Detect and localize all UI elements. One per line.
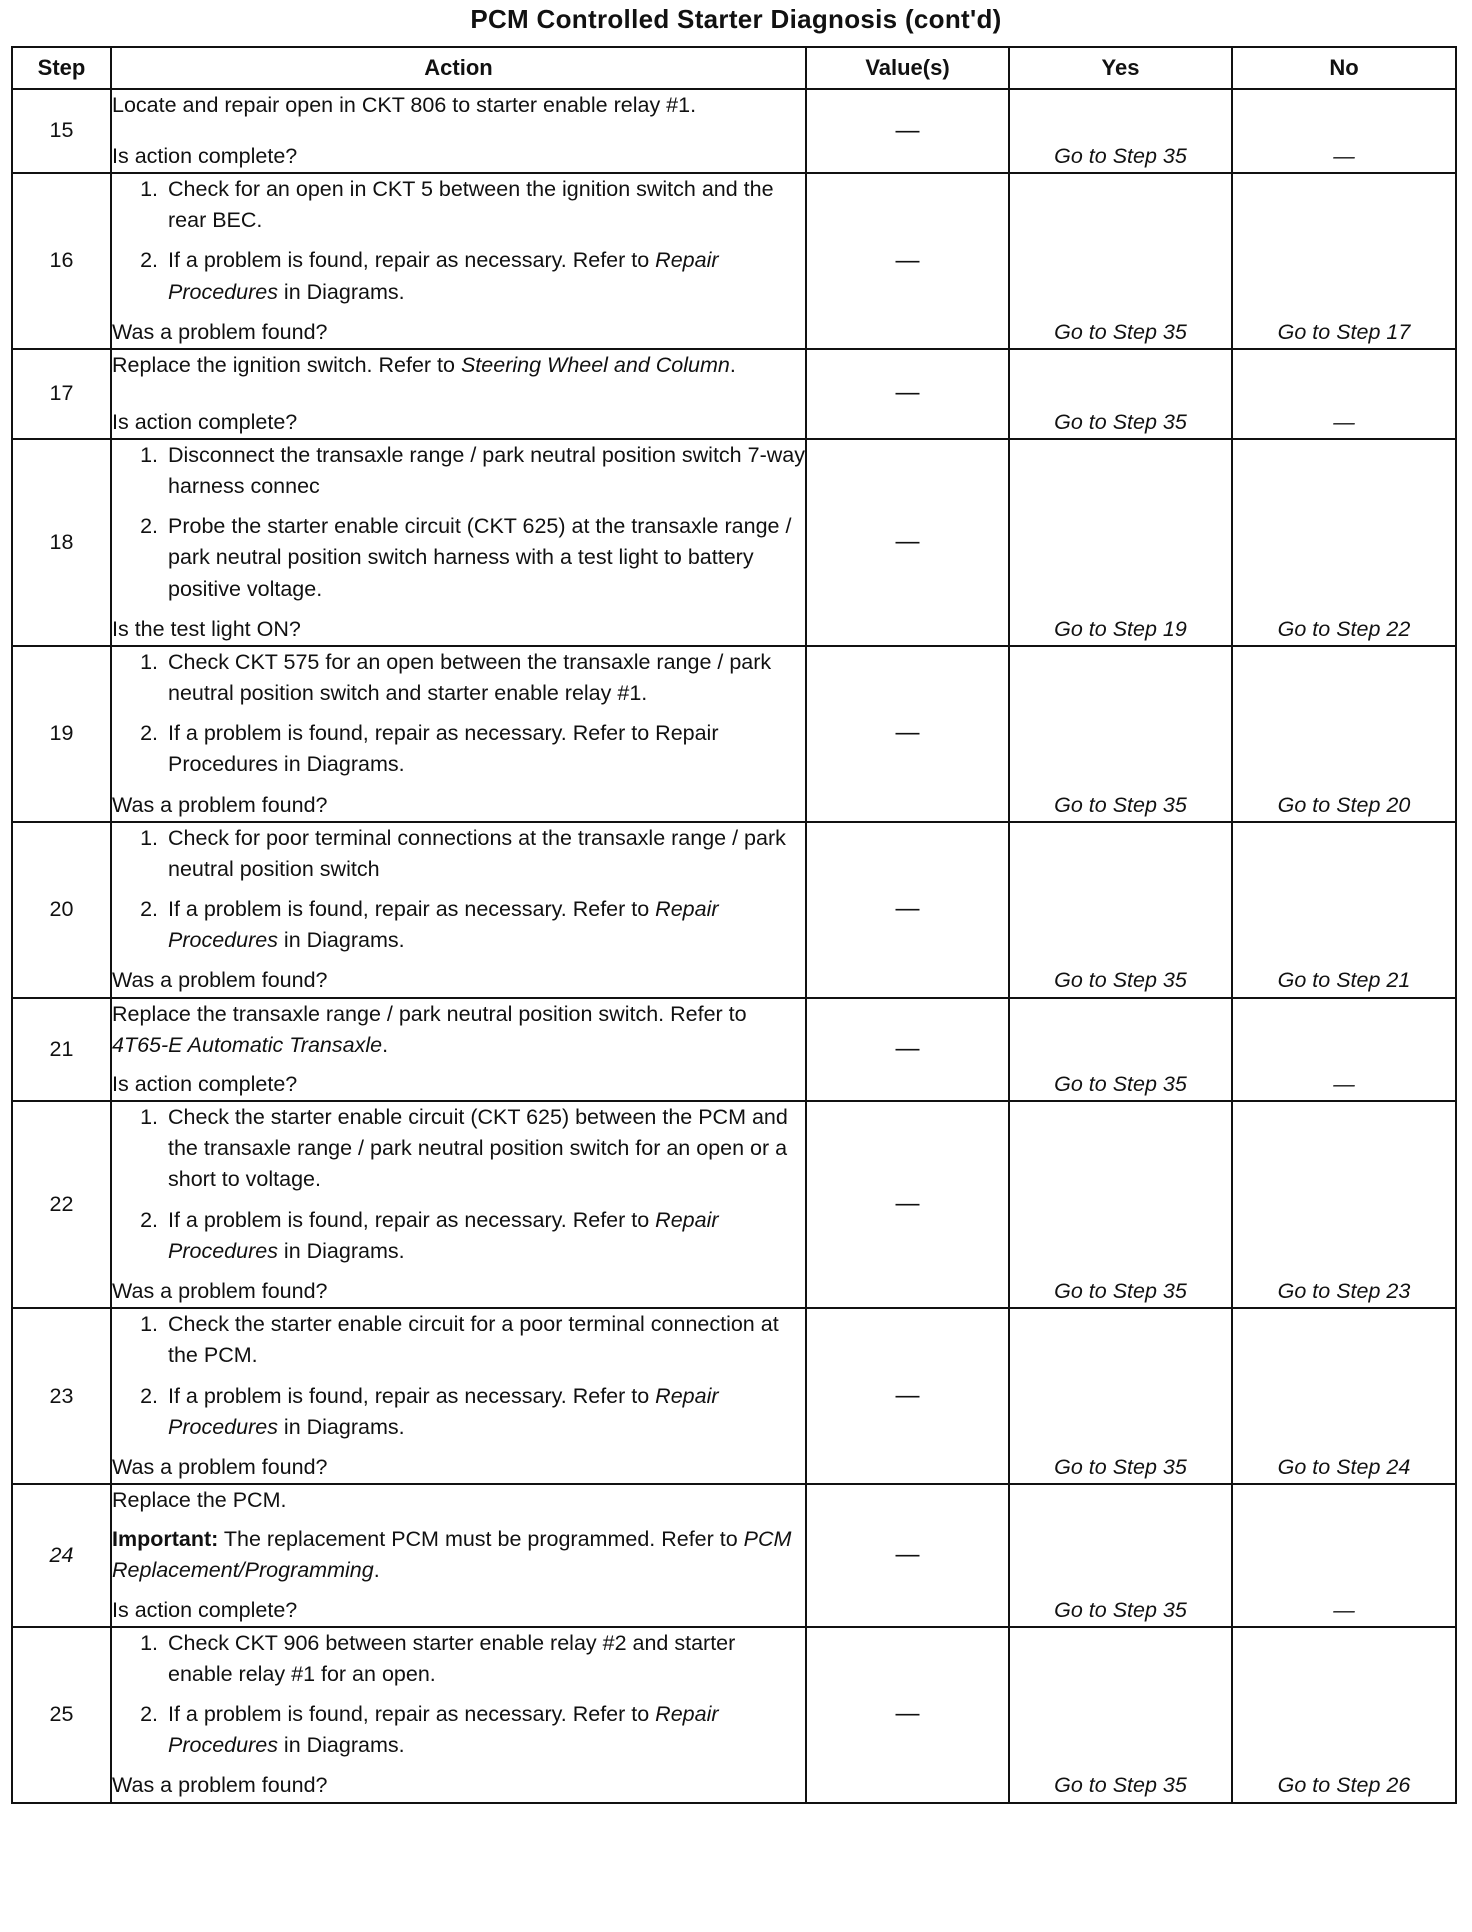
table-row (12, 349, 1456, 439)
yes-cell: Go to Step 35 (1009, 89, 1232, 173)
item-text-part: Probe the starter enable circuit (CKT 625) at the transaxle range / park neutral position switch harness with a test light to battery positive voltage. (168, 514, 792, 601)
value-cell: — (806, 1308, 1009, 1484)
reference-link: Repair Procedures (168, 1702, 719, 1758)
item-text (168, 1699, 805, 1761)
no-cell: Go to Step 22 (1232, 439, 1456, 646)
step-number: 20 (12, 822, 111, 998)
step-number: 25 (12, 1627, 111, 1803)
item-text-part: Check CKT 906 between starter enable relay #2 and starter enable relay #1 for an open. (168, 1630, 736, 1686)
table-row (12, 1101, 1456, 1308)
item-text (168, 1309, 805, 1371)
numbered-item (112, 1381, 805, 1443)
item-text (168, 1628, 805, 1690)
action-text-part: Locate and repair open in CKT 806 to starter enable relay #1. (112, 93, 697, 117)
reference-link: PCM Replacement/Programming (112, 1527, 792, 1583)
question-text: Was a problem found? (112, 1454, 328, 1479)
question-text: Is action complete? (112, 409, 298, 434)
numbered-item (112, 823, 805, 885)
item-text (168, 1205, 805, 1267)
numbered-item (112, 894, 805, 956)
question-text: Was a problem found? (112, 319, 328, 344)
no-cell: Go to Step 26 (1232, 1627, 1456, 1803)
header-step: Step (12, 47, 111, 89)
question-text: Was a problem found? (112, 968, 328, 993)
diagnosis-table (11, 46, 1457, 1804)
item-number: 1. (140, 1630, 158, 1655)
header-no: No (1232, 47, 1456, 89)
step-number: 16 (12, 173, 111, 349)
no-cell: Go to Step 17 (1232, 173, 1456, 349)
question-text: Is the test light ON? (112, 616, 301, 641)
note-text: The replacement PCM must be programmed. Refer to (218, 1527, 744, 1552)
item-text-part: If a problem is found, repair as necessary. Refer to (168, 897, 656, 922)
item-number: 1. (140, 1105, 158, 1130)
item-number: 2. (140, 1207, 158, 1232)
action-cell (111, 173, 806, 349)
action-text (112, 350, 805, 381)
reference-link: Repair Procedures (168, 248, 719, 304)
yes-cell: Go to Step 35 (1009, 173, 1232, 349)
reference-link: Repair Procedures (168, 1383, 719, 1439)
item-text-part: If a problem is found, repair as necessary. Refer to (168, 1702, 656, 1727)
question-text: Is action complete? (112, 1071, 298, 1096)
item-number: 1. (140, 1312, 158, 1337)
action-cell (111, 822, 806, 998)
item-text-part: If a problem is found, repair as necessary. Refer to (168, 1383, 656, 1408)
reference-link: Repair Procedures (168, 1207, 719, 1263)
item-text (168, 511, 805, 605)
reference-link: Steering Wheel and Column (460, 352, 730, 377)
value-cell: — (806, 822, 1009, 998)
table-row (12, 1308, 1456, 1484)
page-title: PCM Controlled Starter Diagnosis (cont'd) (470, 4, 1002, 34)
no-cell: — (1232, 998, 1456, 1102)
item-text (168, 1102, 805, 1196)
item-text-part: Check the starter enable circuit for a poor terminal connection at the PCM. (168, 1312, 779, 1368)
value-cell: — (806, 646, 1009, 822)
yes-cell: Go to Step 35 (1009, 1101, 1232, 1308)
action-text-part: Replace the transaxle range / park neutral position switch. Refer to (112, 1001, 747, 1026)
numbered-item (112, 174, 805, 236)
question-text: Is action complete? (112, 143, 298, 168)
question-text: Was a problem found? (112, 1278, 328, 1303)
action-content (112, 1485, 805, 1626)
reference-link: 4T65-E Automatic Transaxle (112, 1032, 383, 1057)
item-text-part: Check the starter enable circuit (CKT 625) between the PCM and the transaxle range / park neutral position switch for an open or a short to voltage. (168, 1105, 788, 1192)
item-number: 2. (140, 514, 158, 539)
header-values: Value(s) (806, 47, 1009, 89)
yes-cell: Go to Step 35 (1009, 1627, 1232, 1803)
step-number: 18 (12, 439, 111, 646)
action-text-part: . (729, 352, 736, 377)
value-cell: — (806, 998, 1009, 1102)
yes-cell: Go to Step 35 (1009, 998, 1232, 1102)
action-content (112, 823, 805, 997)
step-number: 22 (12, 1101, 111, 1308)
no-cell: Go to Step 20 (1232, 646, 1456, 822)
table-header-row (12, 47, 1456, 89)
important-note (112, 1524, 805, 1586)
value-cell: — (806, 89, 1009, 173)
value-cell: — (806, 439, 1009, 646)
item-text-part: Check for an open in CKT 5 between the ignition switch and the rear BEC. (168, 177, 774, 233)
action-content (112, 647, 805, 821)
action-content (112, 440, 805, 645)
numbered-item (112, 1628, 805, 1690)
item-text (168, 647, 805, 709)
no-cell: Go to Step 23 (1232, 1101, 1456, 1308)
question-text: Was a problem found? (112, 1773, 328, 1798)
item-number: 2. (140, 897, 158, 922)
numbered-item (112, 718, 805, 780)
no-cell: — (1232, 1484, 1456, 1627)
item-number: 1. (140, 177, 158, 201)
numbered-item (112, 1699, 805, 1761)
table-row (12, 822, 1456, 998)
yes-cell: Go to Step 35 (1009, 822, 1232, 998)
numbered-item (112, 511, 805, 605)
action-content (112, 1102, 805, 1307)
table-row (12, 1484, 1456, 1627)
action-text (112, 999, 805, 1061)
numbered-item (112, 1102, 805, 1196)
no-cell: Go to Step 21 (1232, 822, 1456, 998)
table-row (12, 89, 1456, 173)
no-cell: Go to Step 24 (1232, 1308, 1456, 1484)
question-text: Was a problem found? (112, 792, 328, 817)
header-yes: Yes (1009, 47, 1232, 89)
item-text-part: in Diagrams. (277, 279, 405, 304)
action-text-part: Replace the PCM. (112, 1488, 287, 1513)
table-row (12, 439, 1456, 646)
value-cell: — (806, 349, 1009, 439)
step-number: 17 (12, 349, 111, 439)
value-cell: — (806, 1101, 1009, 1308)
action-text (112, 90, 805, 121)
item-number: 2. (140, 1702, 158, 1727)
item-number: 1. (140, 825, 158, 850)
value-cell: — (806, 1627, 1009, 1803)
item-text (168, 174, 805, 236)
action-content (112, 999, 805, 1101)
item-number: 2. (140, 721, 158, 746)
yes-cell: Go to Step 35 (1009, 349, 1232, 439)
table-row (12, 998, 1456, 1102)
item-text-part: in Diagrams. (277, 1733, 405, 1758)
action-text-part: . (382, 1032, 389, 1057)
item-text (168, 1381, 805, 1443)
item-text (168, 245, 805, 307)
action-cell (111, 998, 806, 1102)
table-row (12, 173, 1456, 349)
action-text-part: Replace the ignition switch. Refer to (112, 352, 461, 377)
yes-cell: Go to Step 35 (1009, 1308, 1232, 1484)
item-text (168, 823, 805, 885)
action-content (112, 1309, 805, 1483)
note-text: . (373, 1558, 380, 1583)
action-content (112, 1628, 805, 1802)
action-cell (111, 1101, 806, 1308)
item-text-part: Disconnect the transaxle range / park neutral position switch 7-way harness connec (168, 442, 805, 499)
item-number: 2. (140, 248, 158, 273)
item-text-part: If a problem is found, repair as necessary. Refer to (168, 1207, 656, 1232)
item-text-part: in Diagrams. (277, 1414, 405, 1439)
step-number: 15 (12, 89, 111, 173)
numbered-item (112, 440, 805, 502)
action-cell (111, 1484, 806, 1627)
step-number: 21 (12, 998, 111, 1102)
note-label: Important: (112, 1527, 219, 1552)
reference-link: Repair Procedures (168, 897, 719, 953)
item-text (168, 440, 805, 502)
action-content (112, 350, 805, 438)
numbered-item (112, 245, 805, 307)
item-text (168, 718, 805, 780)
yes-cell: Go to Step 35 (1009, 646, 1232, 822)
action-cell (111, 89, 806, 173)
action-content (112, 90, 805, 172)
table-row (12, 1627, 1456, 1803)
action-cell (111, 439, 806, 646)
item-number: 1. (140, 649, 158, 674)
no-cell: — (1232, 349, 1456, 439)
numbered-item (112, 647, 805, 709)
step-number: 24 (12, 1484, 111, 1627)
action-cell (111, 646, 806, 822)
value-cell: — (806, 1484, 1009, 1627)
item-text-part: in Diagrams. (277, 1238, 405, 1263)
table-row (12, 646, 1456, 822)
item-number: 2. (140, 1383, 158, 1408)
item-text-part: Check for poor terminal connections at the transaxle range / park neutral position switch (168, 825, 786, 881)
action-content (112, 174, 805, 348)
item-text-part: If a problem is found, repair as necessary. Refer to Repair Procedures in Diagrams. (168, 721, 719, 777)
action-cell (111, 1308, 806, 1484)
item-text (168, 894, 805, 956)
no-cell: — (1232, 89, 1456, 173)
item-text-part: Check CKT 575 for an open between the transaxle range / park neutral position switch and starter enable relay #1. (168, 649, 772, 706)
question-text: Is action complete? (112, 1597, 298, 1622)
item-text-part: If a problem is found, repair as necessary. Refer to (168, 248, 656, 273)
numbered-item (112, 1205, 805, 1267)
yes-cell: Go to Step 35 (1009, 1484, 1232, 1627)
action-text (112, 1485, 805, 1516)
action-cell (111, 349, 806, 439)
value-cell: — (806, 173, 1009, 349)
step-number: 19 (12, 646, 111, 822)
step-number: 23 (12, 1308, 111, 1484)
action-cell (111, 1627, 806, 1803)
header-action: Action (111, 47, 806, 89)
numbered-item (112, 1309, 805, 1371)
item-text-part: in Diagrams. (277, 928, 405, 953)
yes-cell: Go to Step 19 (1009, 439, 1232, 646)
item-number: 1. (140, 442, 158, 467)
